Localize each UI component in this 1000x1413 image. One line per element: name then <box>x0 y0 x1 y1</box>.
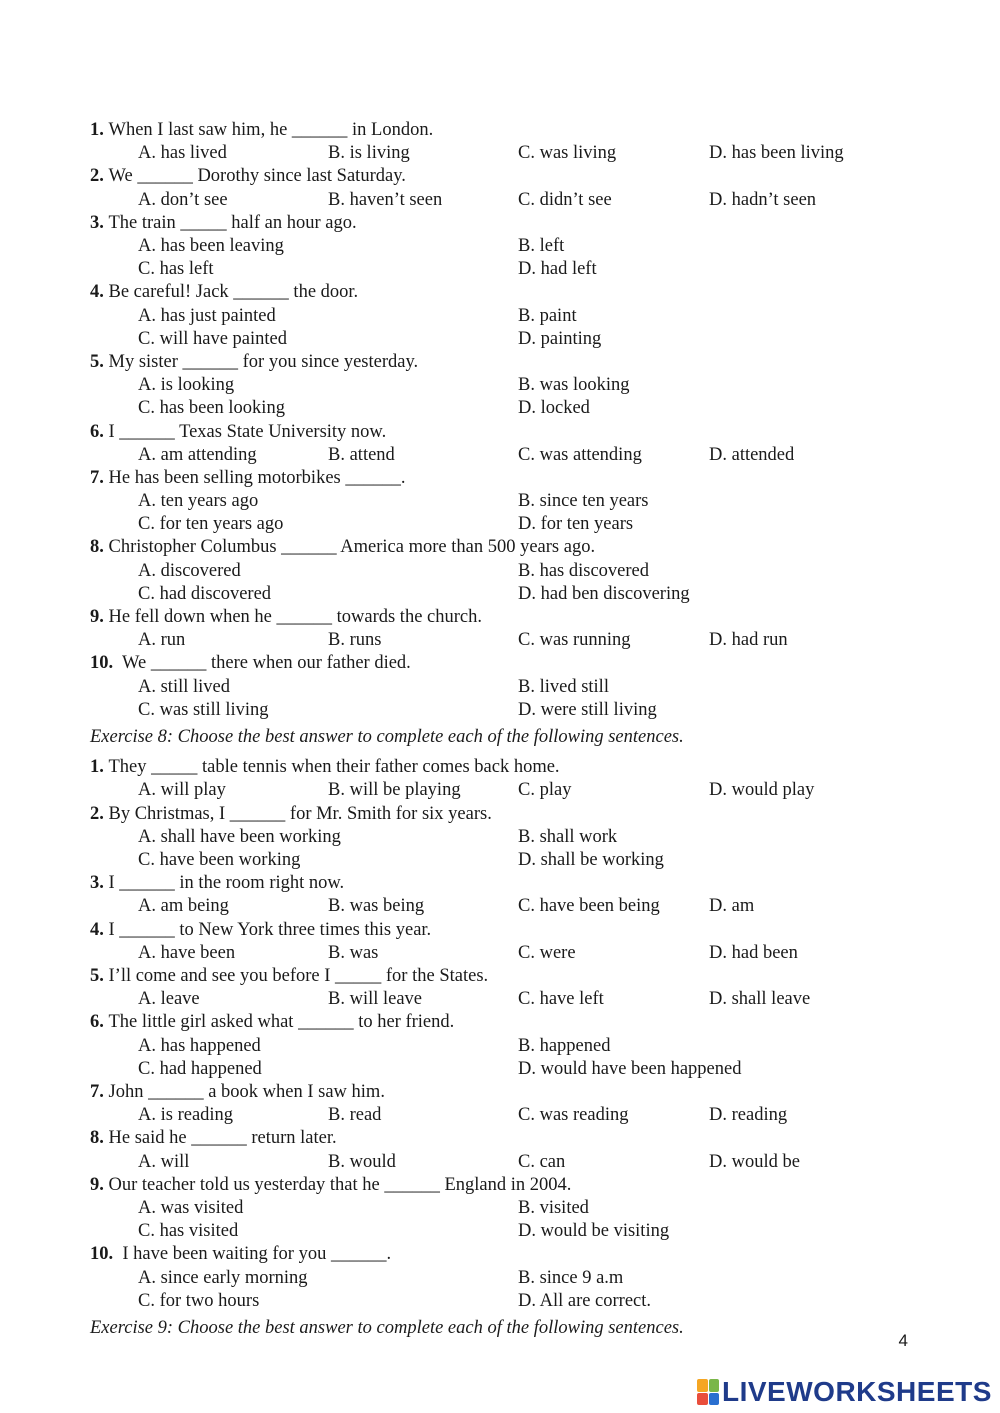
question-number: 3. <box>90 212 104 233</box>
answer-options-row <box>90 490 970 513</box>
exercise-8-heading: Exercise 8: Choose the best answer to complete each of the following sentences. <box>90 727 684 748</box>
question-number: 9. <box>90 607 104 628</box>
question-number: 6. <box>90 1012 104 1033</box>
question-text: I ______ to New York three times this year. <box>108 919 432 940</box>
answer-option-c[interactable]: C. had happened <box>138 1058 262 1079</box>
question <box>90 606 970 629</box>
answer-option-d[interactable]: D. shall be working <box>518 850 664 871</box>
answer-option-a[interactable]: A. don’t see <box>138 189 228 210</box>
answer-option-b[interactable]: B. runs <box>328 630 382 651</box>
answer-option-a[interactable]: A. have been <box>138 942 236 963</box>
question-number: 6. <box>90 421 104 442</box>
page-number: 4 <box>898 1331 908 1350</box>
answer-options-row <box>90 849 970 872</box>
question-text: We ______ there when our father died. <box>122 653 411 674</box>
answer-options-row <box>90 189 970 212</box>
answer-option-b[interactable]: B. has discovered <box>518 560 650 581</box>
answer-option-c[interactable]: C. can <box>518 1151 566 1172</box>
answer-option-a[interactable]: A. has lived <box>138 143 227 164</box>
question-number: 2. <box>90 803 104 824</box>
answer-option-a[interactable]: A. has just painted <box>138 305 276 326</box>
question-number: 1. <box>90 120 104 140</box>
answer-option-b[interactable]: B. is living <box>328 143 410 164</box>
question-number: 8. <box>90 1128 104 1149</box>
logo-tile <box>697 1393 708 1406</box>
answer-option-d[interactable]: D. were still living <box>518 699 657 720</box>
answer-option-a[interactable]: A. has happened <box>138 1035 261 1056</box>
question-text: We ______ Dorothy since last Saturday. <box>108 166 406 187</box>
answer-options-row <box>90 1058 970 1081</box>
answer-option-b[interactable]: B. attend <box>328 444 395 465</box>
answer-option-d[interactable]: D. All are correct. <box>518 1290 652 1311</box>
answer-option-d[interactable]: D. hadn’t seen <box>709 189 817 210</box>
liveworksheets-logo-icon <box>697 1379 719 1405</box>
answer-option-d[interactable]: D. had left <box>518 259 597 280</box>
answer-option-d[interactable]: D. had run <box>709 630 788 651</box>
question <box>90 652 970 675</box>
answer-option-b[interactable]: B. paint <box>518 305 577 326</box>
question-text: John ______ a book when I saw him. <box>108 1081 385 1102</box>
answer-option-c[interactable]: C. have been being <box>518 896 660 917</box>
question-number: 5. <box>90 965 104 986</box>
answer-option-c[interactable]: C. had discovered <box>138 583 272 604</box>
question-text: By Christmas, I ______ for Mr. Smith for six years. <box>108 803 492 824</box>
question <box>90 919 970 942</box>
question-number: 10. <box>90 653 114 674</box>
question-number: 8. <box>90 537 104 558</box>
answer-option-c[interactable]: C. for ten years ago <box>138 514 284 535</box>
answer-option-b[interactable]: B. was being <box>328 896 425 917</box>
answer-options-row <box>90 397 970 420</box>
answer-options-row <box>90 1290 970 1313</box>
answer-option-a[interactable]: A. shall have been working <box>138 826 341 847</box>
question <box>90 467 970 490</box>
answer-option-c[interactable]: C. was living <box>518 143 617 164</box>
answer-option-c[interactable]: C. has left <box>138 259 214 280</box>
answer-option-a[interactable]: A. am being <box>138 896 229 917</box>
answer-options-row <box>90 305 970 328</box>
question-number: 1. <box>90 757 104 778</box>
answer-option-c[interactable]: C. has visited <box>138 1221 239 1242</box>
answer-options-row <box>90 1035 970 1058</box>
answer-option-b[interactable]: B. read <box>328 1105 382 1126</box>
answer-option-b[interactable]: B. will leave <box>328 989 423 1010</box>
logo-tile <box>697 1379 708 1392</box>
answer-options-row <box>90 374 970 397</box>
question-text: When I last saw him, he ______ in London. <box>108 120 434 140</box>
question <box>90 119 970 142</box>
answer-option-b[interactable]: B. will be playing <box>328 780 461 801</box>
answer-option-d[interactable]: D. would be visiting <box>518 1221 670 1242</box>
answer-options-row <box>90 895 970 918</box>
answer-option-c[interactable]: C. will have painted <box>138 328 287 349</box>
answer-option-d[interactable]: D. had been <box>709 942 798 963</box>
question-number: 4. <box>90 282 104 303</box>
answer-option-b[interactable]: B. lived still <box>518 676 609 697</box>
logo-tile <box>709 1393 720 1406</box>
question <box>90 803 970 826</box>
answer-option-a[interactable]: A. discovered <box>138 560 241 581</box>
question <box>90 1243 970 1266</box>
question-text: My sister ______ for you since yesterday. <box>108 351 419 372</box>
liveworksheets-brand <box>697 1376 992 1408</box>
question-text: They _____ table tennis when their father comes back home. <box>108 757 560 778</box>
question-text: I’ll come and see you before I _____ for the States. <box>108 965 489 986</box>
question <box>90 1127 970 1150</box>
answer-options-row <box>90 1197 970 1220</box>
answer-option-b[interactable]: B. since ten years <box>518 491 649 512</box>
question <box>90 165 970 188</box>
answer-option-c[interactable]: C. was reading <box>518 1105 629 1126</box>
answer-options-row <box>90 513 970 536</box>
answer-option-d[interactable]: D. locked <box>518 398 590 419</box>
answer-option-b[interactable]: B. was <box>328 942 379 963</box>
question-text: The train _____ half an hour ago. <box>108 212 357 233</box>
answer-options-row <box>90 328 970 351</box>
worksheet-content <box>90 119 970 1347</box>
answer-option-d[interactable]: D. for ten years <box>518 514 634 535</box>
answer-option-a[interactable]: A. run <box>138 630 186 651</box>
answer-option-c[interactable]: C. was still living <box>138 699 269 720</box>
answer-options-row <box>90 258 970 281</box>
answer-option-b[interactable]: B. haven’t seen <box>328 189 443 210</box>
answer-options-row <box>90 988 970 1011</box>
answer-options-row <box>90 1151 970 1174</box>
answer-options-row <box>90 1220 970 1243</box>
question <box>90 536 970 559</box>
question-text: Our teacher told us yesterday that he ______ England in 2004. <box>108 1174 572 1195</box>
answer-option-c[interactable]: C. didn’t see <box>518 189 612 210</box>
answer-option-a[interactable]: A. leave <box>138 989 200 1010</box>
answer-option-a[interactable]: A. will <box>138 1151 190 1172</box>
answer-option-d[interactable]: D. reading <box>709 1105 788 1126</box>
answer-option-a[interactable]: A. was visited <box>138 1197 244 1218</box>
exercise-7-questions <box>90 119 970 722</box>
question-number: 10. <box>90 1244 114 1265</box>
answer-option-a[interactable]: A. still lived <box>138 676 230 697</box>
answer-option-a[interactable]: A. is reading <box>138 1105 234 1126</box>
answer-option-a[interactable]: A. am attending <box>138 444 257 465</box>
question-text: I have been waiting for you ______. <box>122 1244 392 1265</box>
answer-option-a[interactable]: A. is looking <box>138 375 235 396</box>
answer-option-c[interactable]: C. for two hours <box>138 1290 260 1311</box>
answer-option-d[interactable]: D. shall leave <box>709 989 811 1010</box>
answer-options-row <box>90 676 970 699</box>
answer-option-c[interactable]: C. was attending <box>518 444 642 465</box>
question <box>90 965 970 988</box>
answer-option-b[interactable]: B. left <box>518 235 565 256</box>
question <box>90 756 970 779</box>
answer-option-b[interactable]: B. visited <box>518 1197 589 1218</box>
answer-options-row <box>90 142 970 165</box>
question <box>90 281 970 304</box>
answer-options-row <box>90 1104 970 1127</box>
question <box>90 212 970 235</box>
answer-options-row <box>90 235 970 258</box>
answer-option-a[interactable]: A. has been leaving <box>138 235 284 256</box>
question-number: 7. <box>90 467 104 488</box>
answer-options-row <box>90 583 970 606</box>
answer-option-a[interactable]: A. will play <box>138 780 226 801</box>
answer-option-d[interactable]: D. would be <box>709 1151 800 1172</box>
logo-tile <box>709 1379 720 1392</box>
question-text: I ______ in the room right now. <box>108 873 345 894</box>
answer-options-row <box>90 779 970 802</box>
answer-options-row <box>90 560 970 583</box>
question <box>90 1081 970 1104</box>
answer-option-c[interactable]: C. have been working <box>138 850 301 871</box>
answer-option-d[interactable]: D. had ben discovering <box>518 583 690 604</box>
answer-options-row <box>90 942 970 965</box>
answer-option-c[interactable]: C. have left <box>518 989 604 1010</box>
question-number: 3. <box>90 873 104 894</box>
answer-option-c[interactable]: C. play <box>518 780 572 801</box>
answer-options-row <box>90 826 970 849</box>
question-text: Christopher Columbus ______ America more than 500 years ago. <box>108 537 596 558</box>
answer-option-d[interactable]: D. am <box>709 896 755 917</box>
question-number: 4. <box>90 919 104 940</box>
answer-option-b[interactable]: B. would <box>328 1151 396 1172</box>
answer-option-a[interactable]: A. ten years ago <box>138 491 259 512</box>
exercise-9-heading: Exercise 9: Choose the best answer to complete each of the following sentences. <box>90 1317 684 1338</box>
answer-option-b[interactable]: B. since 9 a.m <box>518 1267 624 1288</box>
question-number: 7. <box>90 1081 104 1102</box>
answer-option-d[interactable]: D. would have been happened <box>518 1058 742 1079</box>
question-text: Be careful! Jack ______ the door. <box>108 282 359 303</box>
question-number: 5. <box>90 351 104 372</box>
question-text: He has been selling motorbikes ______. <box>108 467 406 488</box>
answer-option-b[interactable]: B. was looking <box>518 375 630 396</box>
answer-option-d[interactable]: D. has been living <box>709 143 844 164</box>
answer-option-c[interactable]: C. has been looking <box>138 398 285 419</box>
question <box>90 1011 970 1034</box>
answer-option-d[interactable]: D. painting <box>518 328 602 349</box>
answer-options-row <box>90 699 970 722</box>
answer-option-a[interactable]: A. since early morning <box>138 1267 308 1288</box>
question-text: The little girl asked what ______ to her friend. <box>108 1012 455 1033</box>
answer-option-c[interactable]: C. was running <box>518 630 631 651</box>
question-text: He said he ______ return later. <box>108 1128 337 1149</box>
brand-name: LIVEWORKSHEETS <box>722 1376 992 1407</box>
question-text: He fell down when he ______ towards the church. <box>108 607 482 628</box>
answer-options-row <box>90 1267 970 1290</box>
answer-options-row <box>90 629 970 652</box>
question-number: 2. <box>90 166 104 187</box>
question <box>90 872 970 895</box>
question-text: I ______ Texas State University now. <box>108 421 387 442</box>
question <box>90 421 970 444</box>
answer-option-d[interactable]: D. would play <box>709 780 815 801</box>
question <box>90 1174 970 1197</box>
question-number: 9. <box>90 1174 104 1195</box>
answer-option-c[interactable]: C. were <box>518 942 576 963</box>
answer-options-row <box>90 444 970 467</box>
answer-option-b[interactable]: B. shall work <box>518 826 618 847</box>
answer-option-b[interactable]: B. happened <box>518 1035 611 1056</box>
question <box>90 351 970 374</box>
exercise-8-questions <box>90 756 970 1313</box>
answer-option-d[interactable]: D. attended <box>709 444 795 465</box>
